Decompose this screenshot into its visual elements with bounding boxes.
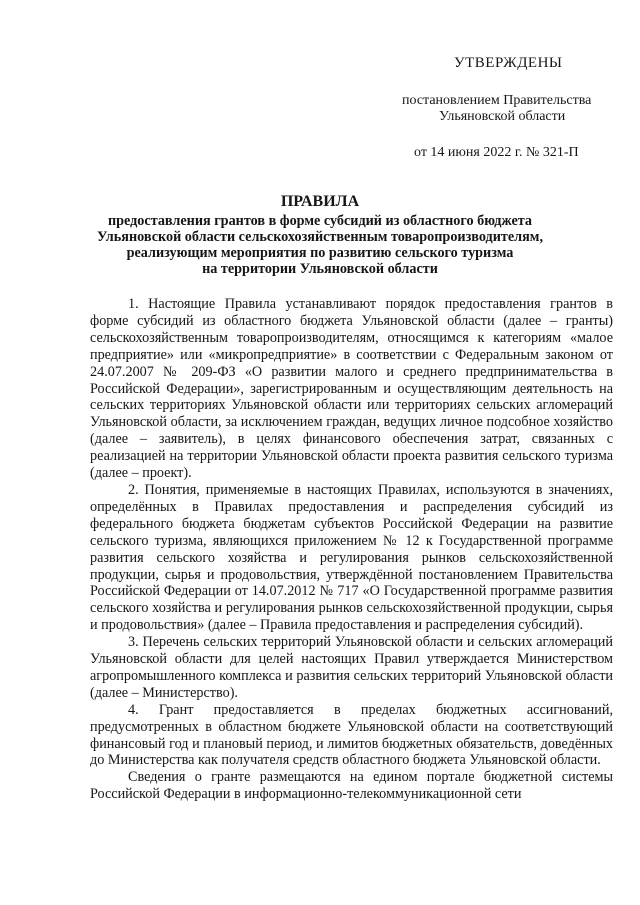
paragraph-5: Сведения о гранте размещаются на едином портале бюджетной системы Российской Федерации в информационно-телекоммуникационной сети	[90, 769, 613, 803]
document-body	[90, 296, 613, 803]
document-title: ПРАВИЛА	[280, 193, 360, 210]
paragraph-3: 3. Перечень сельских территорий Ульяновской области и сельских агломераций Ульяновской области для целей настоящих Правил утверждается Министерством агропромышленного комплекса и развития сельских территорий Ульяновской области (далее – Министерство).	[90, 634, 613, 701]
approval-date-number: от 14 июня 2022 г. № 321-П	[414, 145, 579, 160]
paragraph-1: 1. Настоящие Правила устанавливают порядок предоставления грантов в форме субсидий из областного бюджета Ульяновской области (далее – гранты) сельскохозяйственным товаропроизводителям, относящимся к категориям «малое предприятие» или «микропредприятие» в соответствии с Федеральным законом от 24.07.2007 № 209-ФЗ «О развитии малого и среднего предпринимательства в Российской Федерации», зарегистрированным и осуществляющим деятельность на сельских территориях Ульяновской области или территориях сельских агломераций Ульяновской области, за исключением граждан, ведущих личное подсобное хозяйство (далее – заявитель), в целях финансового обеспечения затрат, связанных с реализацией на территории Ульяновской области проекта развития сельского туризма (далее – проект).	[90, 296, 613, 482]
approval-authority-line2: Ульяновской области	[439, 109, 566, 124]
document-heading	[0, 193, 640, 277]
document-subtitle-text: предоставления грантов в форме субсидий из областного бюджета Ульяновской области сельскохозяйственным товаропроизводителям, реализующим мероприятия по развитию сельского туризма на территории Ульяновской области	[97, 213, 543, 277]
document-subtitle	[0, 213, 640, 277]
approval-title: УТВЕРЖДЕНЫ	[454, 55, 563, 71]
approval-authority-line1: постановлением Правительства	[402, 93, 592, 108]
paragraph-2: 2. Понятия, применяемые в настоящих Правилах, используются в значениях, определённых в Правилах предоставления и распределения субсидий из федерального бюджета бюджетам субъектов Российской Федерации на развитие сельского туризма, являющихся приложением № 12 к Государственной программе развития сельского хозяйства и регулирования рынков сельскохозяйственной продукции, сырья и продовольствия, утверждённой постановлением Правительства Российской Федерации от 14.07.2012 № 717 «О Государственной программе развития сельского хозяйства и регулирования рынков сельскохозяйственной продукции, сырья и продовольствия» (далее – Правила предоставления и распределения субсидий).	[90, 481, 613, 634]
paragraph-4: 4. Грант предоставляется в пределах бюджетных ассигнований, предусмотренных в областном бюджете Ульяновской области на соответствующий финансовый год и плановый период, и лимитов бюджетных обязательств, доведённых до Министерства как получателя средств областного бюджета Ульяновской области.	[90, 701, 613, 769]
